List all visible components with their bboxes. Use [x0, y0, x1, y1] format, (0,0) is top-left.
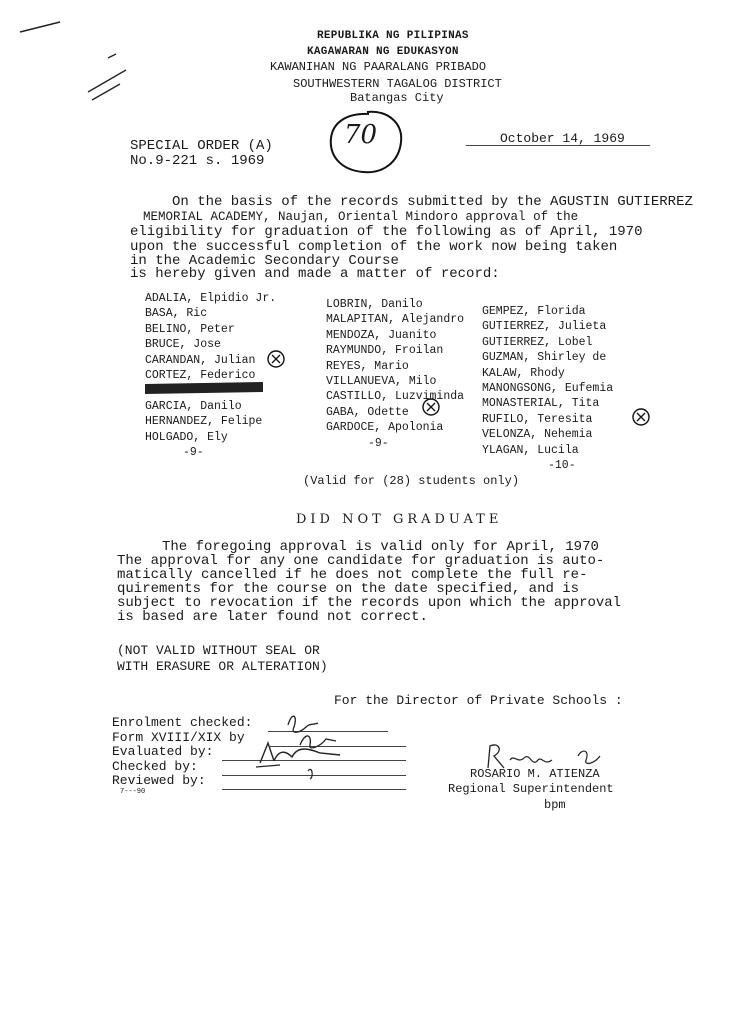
student-name: YLAGAN, Lucila — [482, 443, 579, 457]
for-director: For the Director of Private Schools : — [334, 693, 623, 708]
order-number: No.9-221 s. 1969 — [130, 153, 265, 169]
intro-line-6: is hereby given and made a matter of record: — [130, 266, 500, 282]
student-name: LOBRIN, Danilo — [326, 298, 423, 311]
notice-line-1: (NOT VALID WITHOUT SEAL OR — [117, 643, 320, 658]
intro-line-3: eligibility for graduation of the following as of April, 1970 — [130, 224, 643, 240]
students-column-2 — [326, 297, 464, 451]
student-name: BELINO, Peter — [145, 322, 235, 336]
date-underline — [466, 145, 650, 146]
validity-line-2: The approval for any one candidate for graduation is auto- — [117, 553, 605, 569]
reviewed-line — [222, 789, 406, 790]
redacted-name — [145, 383, 276, 398]
column-1-count: -9- — [183, 446, 204, 460]
handwritten-number: 70 — [344, 120, 378, 150]
form-by-label: Form XVIII/XIX by — [112, 730, 245, 745]
student-name: VILLANUEVA, Milo — [326, 375, 437, 389]
evaluated-by-label: Evaluated by: — [112, 744, 214, 759]
student-name: GARCIA, Danilo — [145, 399, 242, 413]
intro-line-4: upon the successful completion of the work now being taken — [130, 239, 618, 255]
students-column-3 — [482, 304, 613, 473]
circled-x-mark-icon — [632, 408, 652, 428]
validity-line-5: subject to revocation if the records upon which the approval — [117, 595, 622, 611]
student-name: GARDOCE, Apolonia — [326, 421, 444, 435]
student-name: MENDOZA, Juanito — [326, 328, 437, 342]
intro-line-1: On the basis of the records submitted by the AGUSTIN GUTIERREZ — [172, 194, 693, 210]
validity-line-4: quirements for the course on the date specified, and is — [117, 581, 580, 597]
circled-x-mark-icon — [422, 398, 442, 418]
student-name: CARANDAN, Julian — [145, 353, 256, 367]
student-name: GUTIERREZ, Lobel — [482, 335, 593, 349]
student-name: CASTILLO, Luzviminda — [326, 390, 465, 404]
student-name: VELONZA, Nehemia — [482, 428, 593, 442]
letterhead-line-2: KAGAWARAN NG EDUKASYON — [307, 46, 459, 58]
signatory-initials: bpm — [544, 798, 566, 812]
letterhead-line-5: Batangas City — [350, 91, 444, 105]
letterhead-line-1: REPUBLIKA NG PILIPINAS — [317, 30, 469, 42]
student-name: GUZMAN, Shirley de — [482, 351, 607, 365]
reviewed-by-label: Reviewed by: — [112, 773, 206, 788]
validity-line-6: is based are later found not correct. — [117, 609, 428, 625]
order-title: SPECIAL ORDER (A) — [130, 138, 273, 154]
student-name: CORTEZ, Federico — [145, 369, 256, 383]
initials-signature-icon — [240, 705, 400, 785]
circled-x-mark-icon — [267, 350, 287, 370]
student-name: MANONGSONG, Eufemia — [482, 382, 614, 396]
order-date: October 14, 1969 — [500, 131, 625, 146]
student-name: MONASTERIAL, Tita — [482, 397, 600, 411]
student-name: BRUCE, Jose — [145, 338, 221, 352]
signatory-title: Regional Superintendent — [448, 782, 614, 796]
student-name: ADALIA, Elpidio Jr. — [145, 292, 277, 305]
student-name: KALAW, Rhody — [482, 366, 565, 380]
student-name: MALAPITAN, Alejandro — [326, 313, 465, 327]
students-column-1 — [145, 291, 276, 460]
validity-line-1: The foregoing approval is valid only for April, 1970 — [162, 539, 599, 555]
student-name: REYES, Mario — [326, 359, 409, 373]
checked-by-label: Checked by: — [112, 759, 198, 774]
intro-line-5: in the Academic Secondary Course — [130, 253, 399, 269]
intro-line-2: MEMORIAL ACADEMY, Naujan, Oriental Mindoro approval of the — [143, 210, 579, 224]
notice-line-2: WITH ERASURE OR ALTERATION) — [117, 659, 328, 674]
enrolment-checked-label: Enrolment checked: — [112, 715, 253, 730]
student-name: BASA, Ric — [145, 307, 208, 321]
column-2-count: -9- — [368, 436, 389, 450]
letterhead-line-4: SOUTHWESTERN TAGALOG DISTRICT — [293, 77, 502, 91]
handwritten-note: DID NOT GRADUATE — [296, 512, 503, 527]
student-name: GABA, Odette — [326, 405, 409, 419]
student-name: GUTIERREZ, Julieta — [482, 320, 607, 334]
form-code: 7---90 — [120, 788, 146, 796]
student-name: HERNANDEZ, Felipe — [145, 415, 263, 429]
student-name: RUFILO, Teresita — [482, 412, 593, 426]
student-name: GEMPEZ, Florida — [482, 305, 586, 318]
signatory-name: ROSARIO M. ATIENZA — [470, 767, 600, 781]
letterhead-line-3: KAWANIHAN NG PAARALANG PRIBADO — [270, 60, 487, 74]
valid-note: (Valid for (28) students only) — [303, 474, 520, 488]
student-name: RAYMUNDO, Froilan — [326, 344, 444, 358]
validity-line-3: matically cancelled if he does not complete the full re- — [117, 567, 588, 583]
column-3-count: -10- — [548, 459, 576, 473]
student-name: HOLGADO, Ely — [145, 430, 228, 444]
